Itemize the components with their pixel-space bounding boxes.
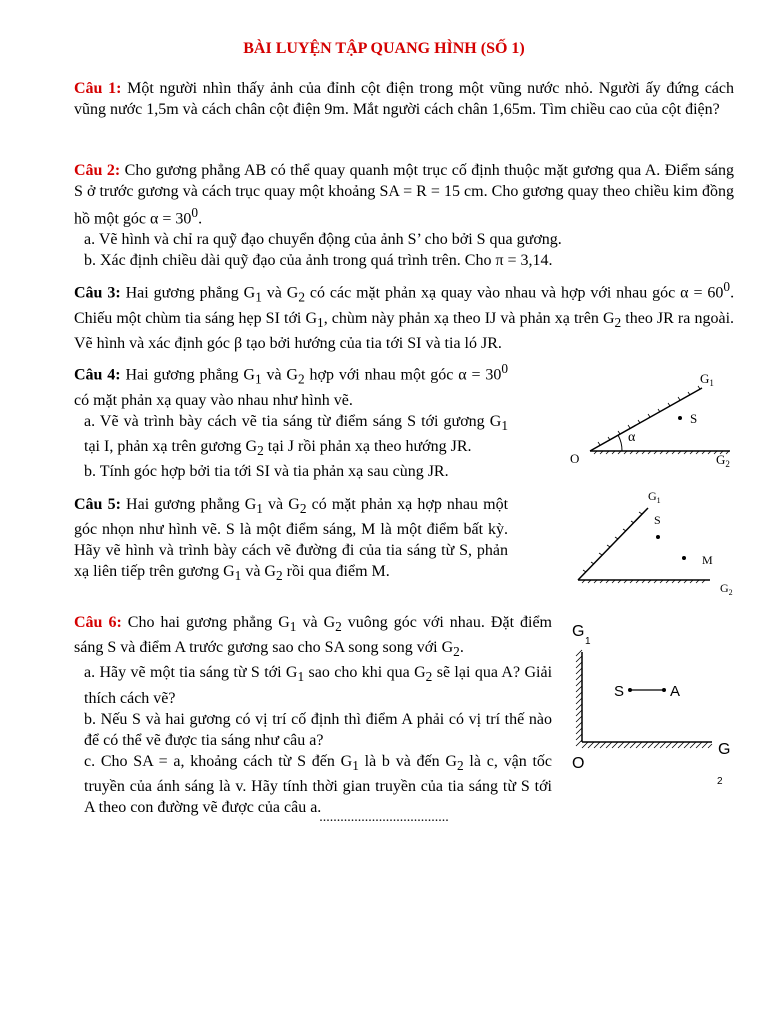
g2-label: $G_2$ [716,452,730,469]
q6a-text: a. Hãy vẽ một tia sáng từ S tới G [84,664,298,682]
mirror-g1-line [590,388,702,451]
mirror-g1-hatching [576,650,582,746]
question-2-part-b-text: b. Xác định chiều dài quỹ đạo của ảnh trong quá trình trên. Cho [84,252,496,270]
q6-sub: 2 [335,619,342,635]
question-1 [74,78,734,120]
question-2-text: Cho gương phẳng AB có thể quay quanh một trục cố định thuộc mặt gương qua A. Điểm sáng S ở trước gương và cách trục quay một khoảng SA = R = 15 cm. Cho gương quay theo chiều kim đồng hồ một góc [74,162,735,228]
question-4 [74,358,508,482]
question-5 [74,494,508,586]
footer-dots: ..................................... [319,810,449,825]
question-1-text: Một người nhìn thấy ảnh của đỉnh cột điện trong một vũng nước nhỏ. Người ấy đứng cách vũng nước 1,5m và cách chân cột điện 9m. Mắt người cách chân 1,65m. Tìm chiều cao của cột điện? [74,80,734,118]
q5-text: rồi qua điểm M. [282,563,390,581]
q4-text: và G [261,366,298,384]
g2-label: G [718,741,731,758]
q6-sub: 2 [453,644,460,660]
q5-text: có mặt phản xạ hợp nhau một góc nhọn như hình vẽ. S là một điểm sáng, M là một điểm bất kỳ. Hãy vẽ hình và trình bày cách vẽ đường đi của tia sáng từ S, phản xạ liên tiếp trên gương G [74,496,509,581]
question-1-label: Câu 1: [74,80,122,97]
q3-text: theo JR ra ngoài. Vẽ hình và xác định góc β tạo bởi hướng của tia tới SI và tia ló JR. [74,309,735,352]
q3-text: và G [261,284,299,302]
q5-text: Hai gương phẳng G [126,496,257,513]
page-title: BÀI LUYỆN TẬP QUANG HÌNH (SỐ 1) [243,40,525,57]
q3-angle: α = 60 [680,284,724,302]
q6-text: vuông góc với nhau. Đặt điểm sáng S và điểm A trước gương sao cho SA song song với G [74,614,552,657]
degree-mark: 0 [501,361,509,376]
q5-sub: 1 [234,568,242,584]
degree-mark: 0 [723,279,731,294]
q4a-text: a. Vẽ và trình bày cách vẽ tia sáng từ điểm sáng S tới gương G [84,412,502,430]
question-6 [74,612,552,818]
angle-arc [618,435,622,451]
s-label: S [690,411,698,426]
q4-sub: 1 [254,371,262,387]
q5-sub: 2 [275,568,283,584]
q6-text: Cho hai gương phẳng G [127,614,290,631]
question-2-part-a: a. Vẽ hình và chỉ ra quỹ đạo chuyển động của ảnh S’ cho bởi S qua gương. [84,231,562,249]
g1-label: $G_1$ [700,371,714,388]
point-s [678,416,682,420]
q4a-text: tại J rồi phản xạ theo hướng JR. [263,437,472,455]
o-label: O [570,451,580,466]
q6c-text: là b và đến G [358,752,457,770]
question-6-part-c [74,751,552,818]
question-2-part-b [74,250,734,271]
figure-6-mirrors [560,616,760,792]
q6c-sub: 1 [352,757,359,773]
q6a-text: sao cho khi qua G [304,664,426,682]
question-3-label: Câu 3: [74,284,121,302]
pi-symbol: π [495,252,504,270]
q6a-text: sẽ lại qua A? Giải thích cách vẽ? [84,664,553,707]
pi-value: = 3,14. [503,252,553,270]
figure-5-mirrors [570,484,760,598]
q6-text: . [459,639,464,657]
g1-label: $G_1$ [648,489,661,505]
g1-subscript: 1 [585,636,591,647]
question-2-label: Câu 2: [74,162,121,179]
q3-text: . Chiếu một chùm tia sáng hẹp SI tới G [74,284,735,327]
q5-text: và G [262,496,300,513]
g2-label: $G_2$ [720,581,733,597]
question-3 [74,276,734,354]
mirror-g1-hatching [583,512,642,572]
s-label: S [654,513,661,527]
q3-text: Hai gương phẳng G [125,284,256,302]
question-2 [74,160,734,271]
q3-sub: 2 [614,314,622,330]
q6c-text: c. Cho SA = a, khoảng cách từ S đến G [84,752,353,770]
question-4-label: Câu 4: [74,366,121,384]
m-label: M [702,553,713,567]
q4-text: hợp với nhau một góc α = 30 [304,366,502,384]
g2-subscript: 2 [717,776,723,787]
a-label: A [670,683,681,700]
s-label: S [614,683,625,700]
q3-sub: 1 [317,314,324,330]
q6a-sub: 1 [297,669,305,685]
question-6-part-a [74,662,552,708]
question-4-part-a [74,411,508,461]
question-4-part-b: b. Tính góc hợp bởi tia tới SI và tia phản xạ sau cùng JR. [84,462,449,480]
alpha-label: α [628,430,636,445]
point-a [662,688,666,692]
q6-sub: 1 [289,619,297,635]
point-s [656,535,660,539]
q6a-sub: 2 [425,669,433,685]
question-6-part-b: b. Nếu S và hai gương có vị trí cố định thì điểm A phải có vị trí thế nào để có thể vẽ được tia sáng như câu a? [84,710,552,749]
figure-4-mirrors [560,366,750,476]
mirror-g2-hatching [582,742,712,748]
mirror-g1-hatching [598,386,700,445]
q4-sub: 2 [298,371,305,387]
q5-text: và G [241,563,276,581]
q5-sub: 1 [256,501,263,517]
q3-text: có các mặt phản xạ quay vào nhau và hợp với nhau góc [305,284,681,302]
g1-label: G [572,623,585,640]
q4a-sub: 2 [257,442,264,458]
q4-text: Hai gương phẳng G [125,366,255,384]
degree-mark: 0 [191,205,199,220]
o-label: O [572,755,585,772]
point-m [682,556,686,560]
q6-text: và G [296,614,336,631]
question-2-period: . [198,210,203,228]
mirror-g1-line [578,508,648,580]
q3-sub: 2 [298,289,305,305]
question-5-label: Câu 5: [74,496,121,513]
q4a-sub: 1 [501,417,508,433]
q6c-text: là c, vận tốc truyền của ánh sáng là v. Hãy tính thời gian truyền của tia sáng từ S tới A theo con đường vẽ được của câu a. [84,752,553,816]
question-2-angle: α = 30 [150,210,192,228]
q3-sub: 1 [255,289,262,305]
q6c-sub: 2 [456,757,464,773]
q4-text: có mặt phản xạ quay vào nhau như hình vẽ. [74,391,353,409]
q3-text: , chùm này phản xạ theo IJ và phản xạ trên G [323,309,615,327]
question-6-label: Câu 6: [74,614,122,631]
q5-sub: 2 [299,501,307,517]
q4a-text: tại I, phản xạ trên gương G [84,437,258,455]
